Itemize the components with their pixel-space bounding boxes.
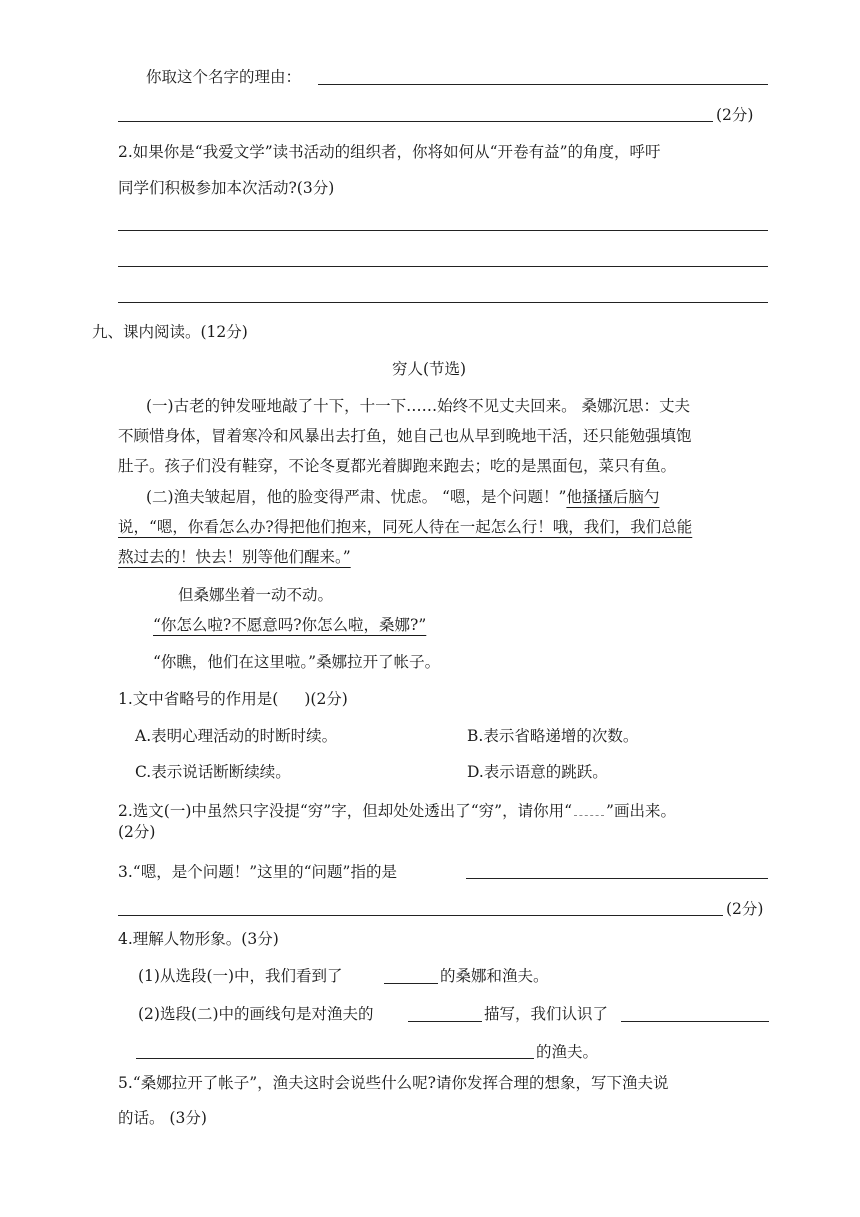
passage-para4: “你怎么啦?不愿意吗?你怎么啦，桑娜?” [153,616,427,634]
q3-score: (2分) [726,900,764,918]
q1-stem-b: )(2分) [304,690,348,708]
reason-answer-line-1[interactable] [318,84,768,85]
reason-answer-line-2[interactable] [118,121,713,122]
passage-para2-line2: 说，“嗯，你看怎么办?得把他们抱来，同死人待在一起怎么行！哦，我们，我们总能 [118,518,693,536]
q3-answer-line-2[interactable] [118,915,723,916]
q4-1-stem-a: (1)从选段(一)中，我们看到了 [138,967,343,985]
section-heading: 九、课内阅读。(12分) [92,323,248,341]
q2-stem-a: 2.选文(一)中虽然只字没提“穷”字，但却处处透出了“穷”，请你用“ [118,802,573,820]
q4-2-stem-a: (2)选段(二)中的画线句是对渔夫的 [138,1005,374,1023]
option-b[interactable]: B.表示省略递增的次数。 [467,727,639,745]
q1-stem [118,689,348,709]
q2-stem [118,801,676,821]
option-a[interactable]: A.表明心理活动的时断时续。 [135,727,338,745]
q4-2-blank-3[interactable] [136,1058,534,1059]
option-c[interactable]: C.表示说话断断续续。 [135,763,291,781]
wavy-line-sample [574,803,604,816]
q2-top-line-1: 2.如果你是“我爱文学”读书活动的组织者，你将如何从“开卷有益”的角度，呼吁 [118,143,661,161]
q3-answer-line-1[interactable] [466,878,768,879]
q2-answer-line-2[interactable] [118,266,768,267]
passage-para1-line3: 肚子。孩子们没有鞋穿，不论冬夏都光着脚跑来跑去；吃的是黑面包，菜只有鱼。 [118,457,677,475]
para2-underlined-start: 他搔搔后脑勺 [566,488,660,506]
q3-stem: 3.“嗯，是个问题！”这里的“问题”指的是 [118,863,397,881]
q2-stem-b: ”画出来。 [606,802,676,820]
q5-line-1: 5.“桑娜拉开了帐子”，渔夫这时会说些什么呢?请你发挥合理的想象，写下渔夫说 [118,1074,669,1092]
q4-1-stem-b: 的桑娜和渔夫。 [440,967,549,985]
q4-1-blank[interactable] [384,983,438,984]
reason-score: (2分) [716,106,754,124]
option-d[interactable]: D.表示语意的跳跃。 [467,763,608,781]
q2-score: (2分) [118,823,156,841]
q2-top-line-2: 同学们积极参加本次活动?(3分) [118,179,335,197]
passage-para2-line1 [146,487,659,507]
passage-title: 穷人(节选) [392,360,467,378]
q4-stem: 4.理解人物形象。(3分) [118,930,279,948]
passage-para1-line1: (一)古老的钟发哑地敲了十下，十一下……始终不见丈夫回来。 桑娜沉思：丈夫 [146,397,691,415]
q5-line-2: 的话。 (3分) [118,1109,207,1127]
reason-label: 你取这个名字的理由： [146,68,302,86]
q4-2-stem-c: 的渔夫。 [536,1043,599,1061]
q4-2-blank-2[interactable] [621,1021,769,1022]
passage-para3: 但桑娜坐着一动不动。 [178,586,334,604]
q1-stem-a: 1.文中省略号的作用是( [118,690,279,708]
q2-answer-line-1[interactable] [118,230,768,231]
passage-para5: “你瞧，他们在这里啦。”桑娜拉开了帐子。 [153,653,441,671]
passage-para2-line3: 熬过去的！快去！别等他们醒来。” [118,548,351,566]
q4-2-blank-1[interactable] [408,1021,482,1022]
passage-para1-line2: 不顾惜身体，冒着寒冷和风暴出去打鱼，她自己也从早到晚地干活，还只能勉强填饱 [118,427,692,445]
q2-answer-line-3[interactable] [118,302,768,303]
q4-2-stem-b: 描写，我们认识了 [484,1005,609,1023]
para2-plain-text: (二)渔夫皱起眉，他的脸变得严肃、忧虑。 “嗯，是个问题！” [146,488,567,506]
